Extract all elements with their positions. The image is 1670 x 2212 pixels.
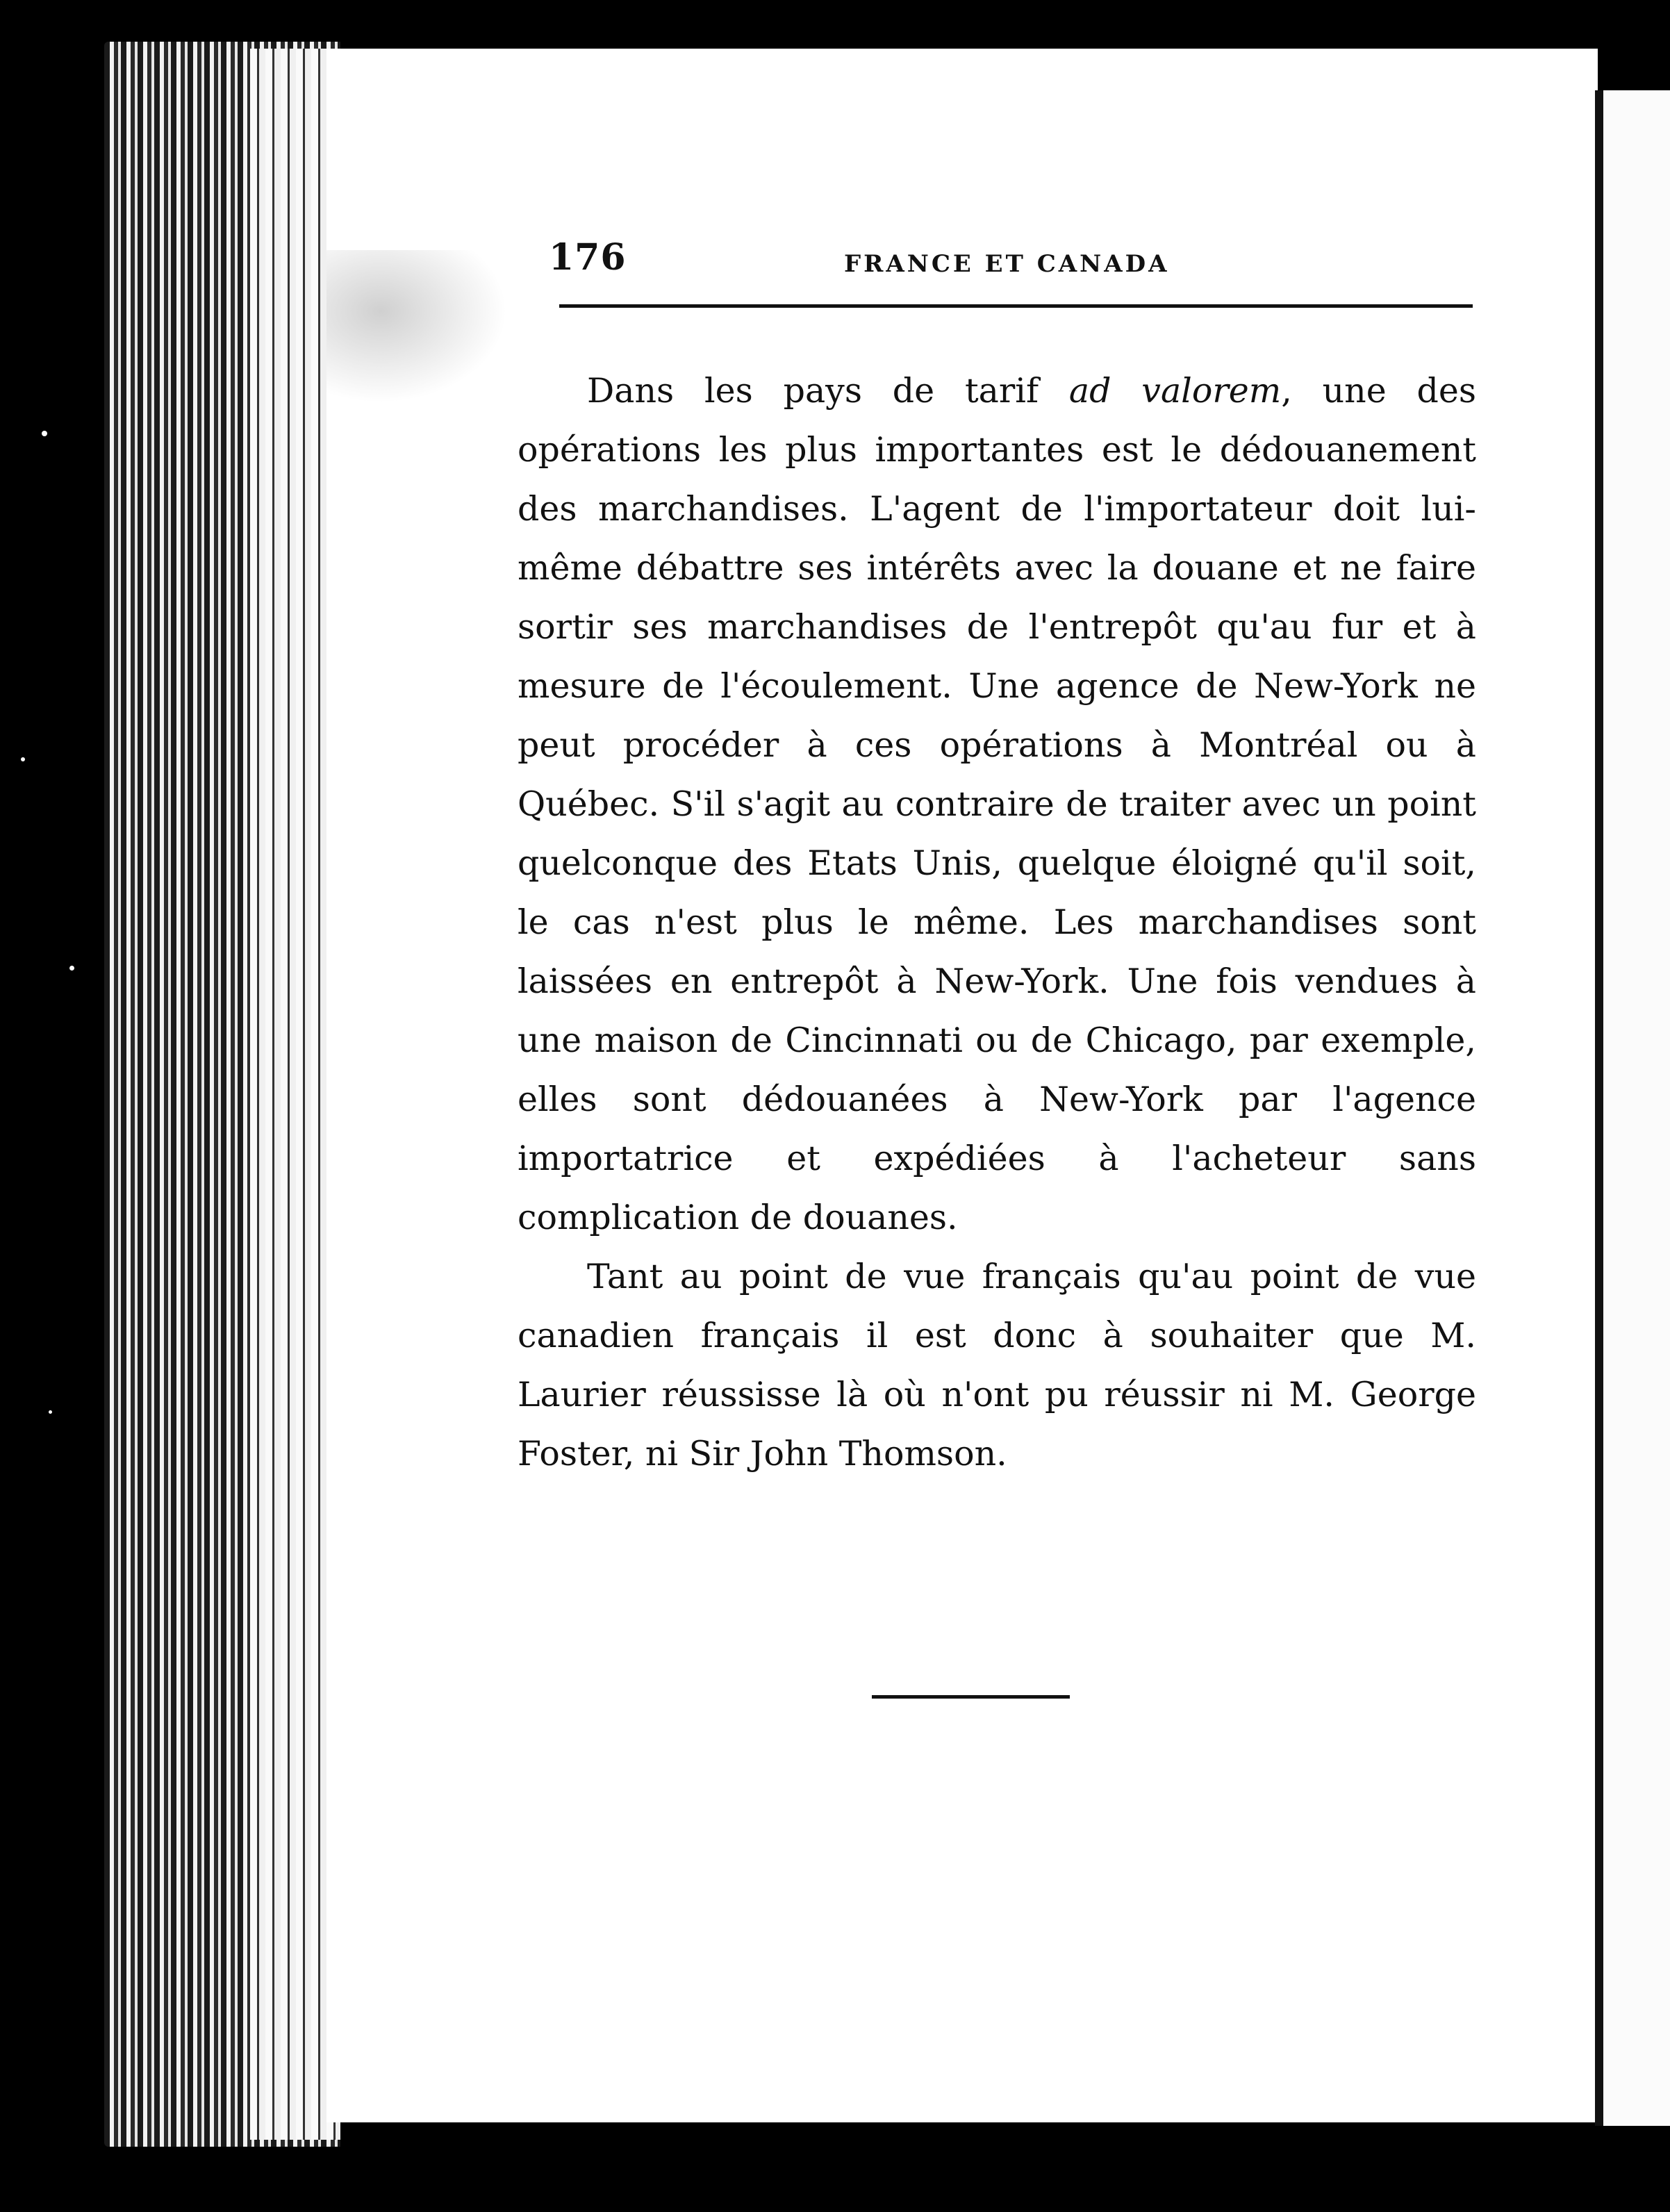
page-gutter-border (1595, 90, 1603, 2126)
paragraph-2: Tant au point de vue français qu'au point de vue canadien français il est donc à souhaiter que M. Laurier réussisse là où n'ont pu réussir ni M. George Foster, ni Sir John Thomson. (518, 1257, 1476, 1474)
paragraph-1 (518, 361, 1476, 1247)
paragraph-1-start: Dans les pays de tarif (587, 371, 1069, 411)
dust-speck (21, 757, 25, 761)
page-stain (326, 250, 507, 403)
facing-page-strip (1603, 90, 1670, 2126)
body-text (518, 361, 1476, 1483)
dust-speck (49, 1410, 52, 1414)
paragraph-1-rest: , une des opérations les plus importantes est le dédouanement des marchandises. L'agent de l'importateur doit lui-même débattre ses intérêts avec la douane et ne faire sortir ses marchandises de l'entrepôt qu'au fur et à mesure de l'écoulement. Une agence de New-York ne peut procéder à ces opérations à Montréal ou à Québec. S'il s'agit au contraire de traiter avec un point quelconque des Etats Unis, quelque éloigné qu'il soit, le cas n'est plus le même. Les marchandises sont laissées en entrepôt à New-York. Une fois vendues à une maison de Cincinnati ou de Chicago, par exemple, elles sont dédouanées à New-York par l'agence importatrice et expédiées à l'acheteur sans complication de douanes. (518, 371, 1477, 1237)
dust-speck (42, 431, 47, 436)
italic-term: ad valorem (1068, 371, 1282, 411)
running-title: FRANCE ET CANADA (844, 250, 1170, 278)
end-rule (872, 1695, 1070, 1699)
dust-speck (69, 966, 74, 971)
page-header (549, 236, 1473, 292)
page-number: 176 (549, 236, 627, 279)
header-rule (559, 304, 1473, 308)
